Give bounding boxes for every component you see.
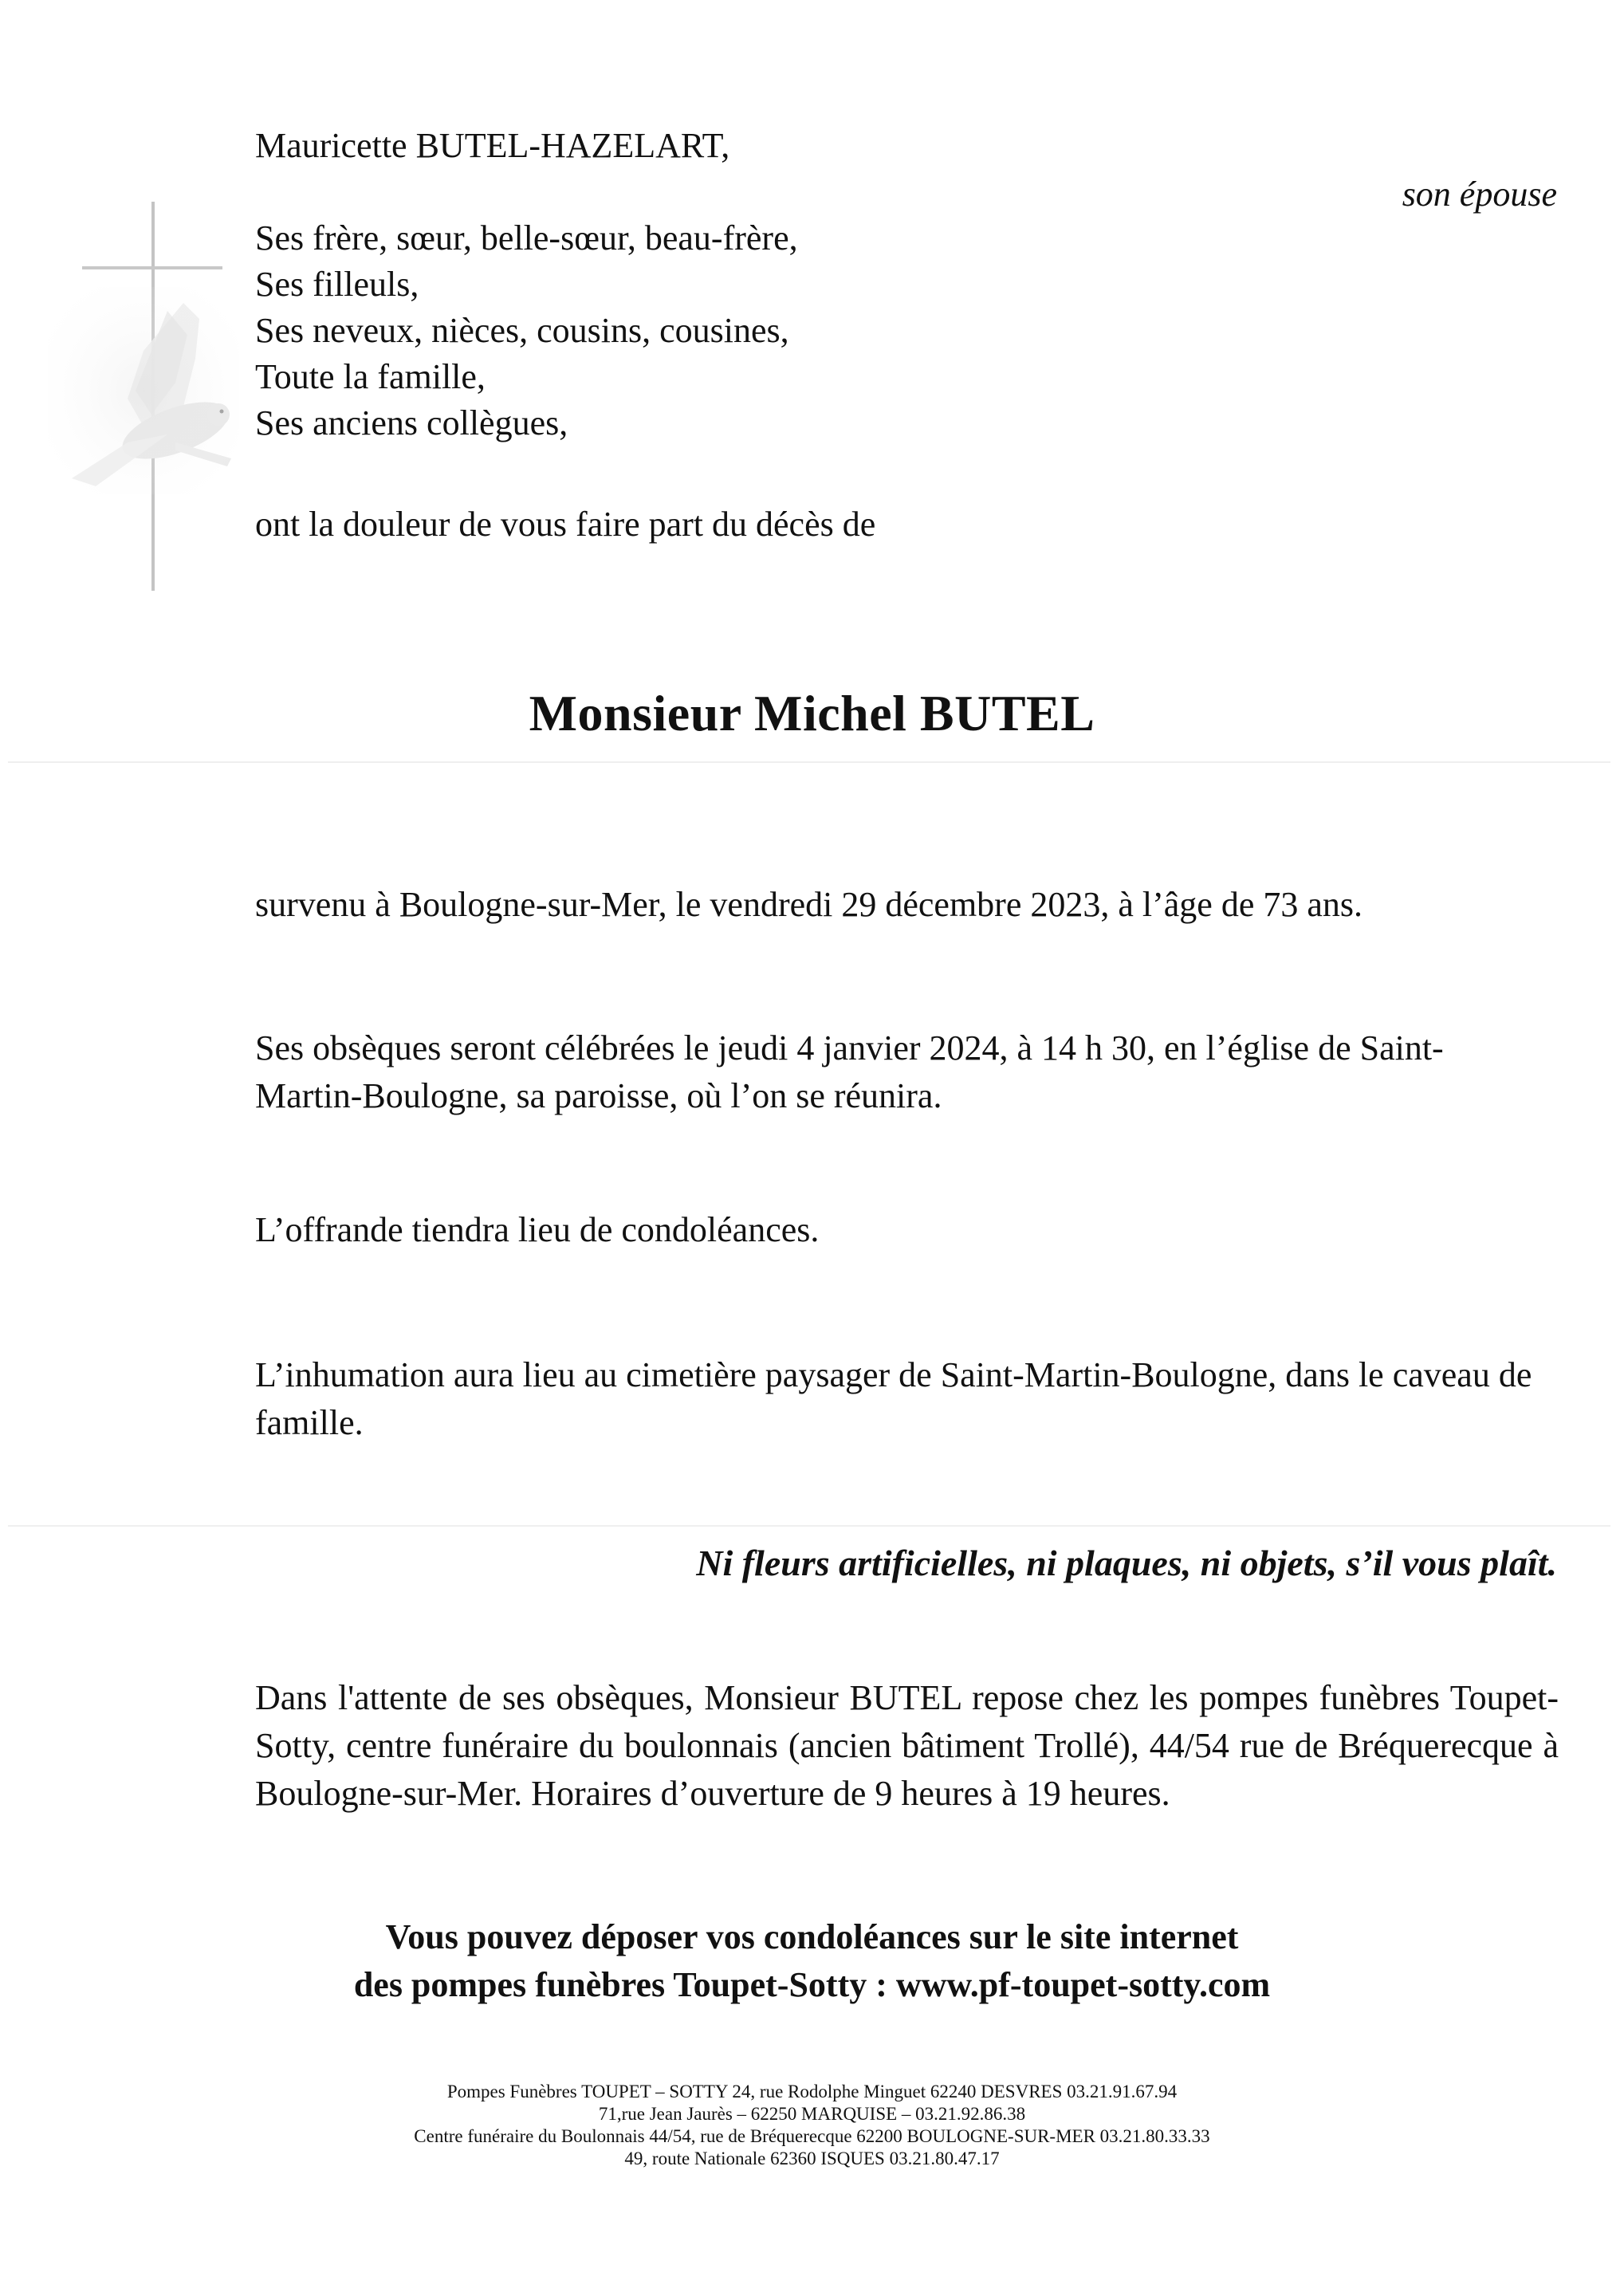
divider [8,761,1610,763]
family-member-line: Ses anciens collègues, [255,403,568,442]
flowers-notice: Ni fleurs artificielles, ni plaques, ni objets, s’il vous plaît. [696,1543,1557,1583]
viewing-details: Dans l'attente de ses obsèques, Monsieur BUTEL repose chez les pompes funèbres Toupet-Sotty, centre funéraire du boulonnais (ancien bâtiment Trollé), 44/54 rue de Bréquerecque à Boulogne-sur-Mer. Horaires d’ouverture de 9 heures à 19 heures. [255,1678,1559,1813]
announcement-text: ont la douleur de vous faire part du décès de [255,505,876,544]
family-member-line: Ses filleuls, [255,265,419,304]
footer-line: 71,rue Jean Jaurès – 62250 MARQUISE – 03.21.92.86.38 [598,2104,1026,2124]
footer-line: Centre funéraire du Boulonnais 44/54, rue de Bréquerecque 62200 BOULOGNE-SUR-MER 03.21.80.33.33 [414,2126,1210,2146]
dove-icon [48,287,239,494]
family-member-line: Toute la famille, [255,357,486,396]
death-details: survenu à Boulogne-sur-Mer, le vendredi 29 décembre 2023, à l’âge de 73 ans. [255,885,1363,924]
footer-line: 49, route Nationale 62360 ISQUES 03.21.80.47.17 [624,2149,1000,2168]
funeral-home-footer [0,2081,1624,2170]
burial-details: L’inhumation aura lieu au cimetière paysager de Saint-Martin-Boulogne, dans le caveau de famille. [255,1355,1532,1442]
spouse-role: son épouse [1402,175,1557,214]
cross-arm-icon [82,266,222,269]
offering-note: L’offrande tiendra lieu de condoléances. [255,1210,820,1249]
condolences-line-2[interactable]: des pompes funèbres Toupet-Sotty : www.pf-toupet-sotty.com [353,1965,1271,2004]
family-member-line: Ses frère, sœur, belle-sœur, beau-frère, [255,218,798,258]
divider [8,1525,1610,1527]
family-member-line: Ses neveux, nièces, cousins, cousines, [255,311,789,350]
spouse-name: Mauricette BUTEL-HAZELART, [255,126,730,165]
condolences-line-1: Vous pouvez déposer vos condoléances sur le site internet [385,1917,1239,1956]
family-members-list [255,215,798,446]
footer-line: Pompes Funèbres TOUPET – SOTTY 24, rue Rodolphe Minguet 62240 DESVRES 03.21.91.67.94 [446,2082,1178,2101]
deceased-name: Monsieur Michel BUTEL [529,685,1095,741]
funeral-details: Ses obsèques seront célébrées le jeudi 4 janvier 2024, à 14 h 30, en l’église de Saint-Martin-Boulogne, sa paroisse, où l’on se réunira. [255,1028,1444,1115]
condolences-block [0,1913,1624,2009]
